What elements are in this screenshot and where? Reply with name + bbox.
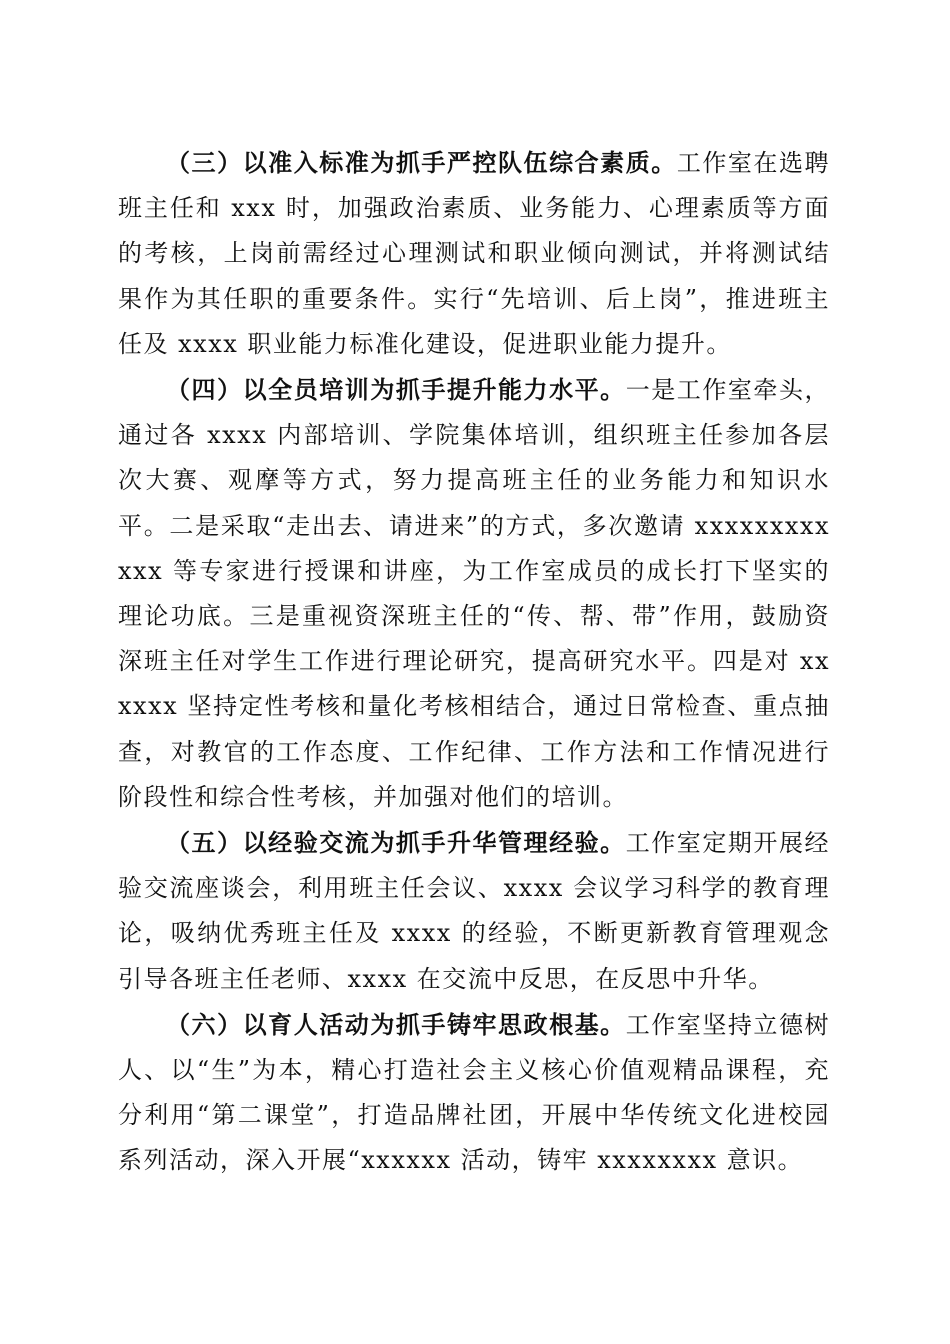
paragraph-3	[118, 140, 830, 367]
paragraph-6	[118, 1002, 830, 1184]
paragraph-heading: （三）以准入标准为抓手严控队伍综合素质。	[166, 148, 677, 177]
paragraph-text: 工作室定期开展经验交流座谈会，利用班主任会议、xxxx 会议学习科学的教育理论，吸纳优秀班主任及 xxxx 的经验，不断更新教育管理观念引导各班主任老师、xxxx 在交流中反思，在反思中升华。	[118, 829, 830, 993]
paragraph-text: 工作室坚持立德树人、以“生”为本，精心打造社会主义核心价值观精品课程，充分利用“第二课堂”，打造品牌社团，开展中华传统文化进校园系列活动，深入开展“xxxxxx 活动，铸牢 xxxxxxxx 意识。	[118, 1010, 830, 1175]
paragraph-heading: （四）以全员培训为抓手提升能力水平。	[166, 375, 626, 405]
paragraph-text: 工作室在选聘班主任和 xxx 时，加强政治素质、业务能力、心理素质等方面的考核，上岗前需经过心理测试和职业倾向测试，并将测试结果作为其任职的重要条件。实行“先培训、后上岗”，推进班主任及 xxxx 职业能力标准化建设，促进职业能力提升。	[118, 149, 831, 358]
paragraph-5	[118, 820, 830, 1002]
paragraph-4	[118, 367, 830, 820]
paragraph-heading: （五）以经验交流为抓手升华管理经验。	[166, 828, 626, 858]
paragraph-heading: （六）以育人活动为抓手铸牢思政根基。	[166, 1009, 626, 1039]
document-body	[118, 140, 830, 1184]
paragraph-text: 一是工作室牵头，通过各 xxxx 内部培训、学院集体培训，组织班主任参加各层次大赛、观摩等方式，努力提高班主任的业务能力和知识水平。二是采取“走出去、请进来”的方式，多次邀请 xxxxxxxxxxxx 等专家进行授课和讲座，为工作室成员的成长打下坚实的理论功底。三是重视资深班主任的“传、帮、带”作用，鼓励资深班主任对学生工作进行理论研究，提高研究水平。四是对 xxxxxx 坚持定性考核和量化考核相结合，通过日常检查、重点抽查，对教官的工作态度、工作纪律、工作方法和工作情况进行阶段性和综合性考核，并加强对他们的培训。	[118, 376, 830, 811]
